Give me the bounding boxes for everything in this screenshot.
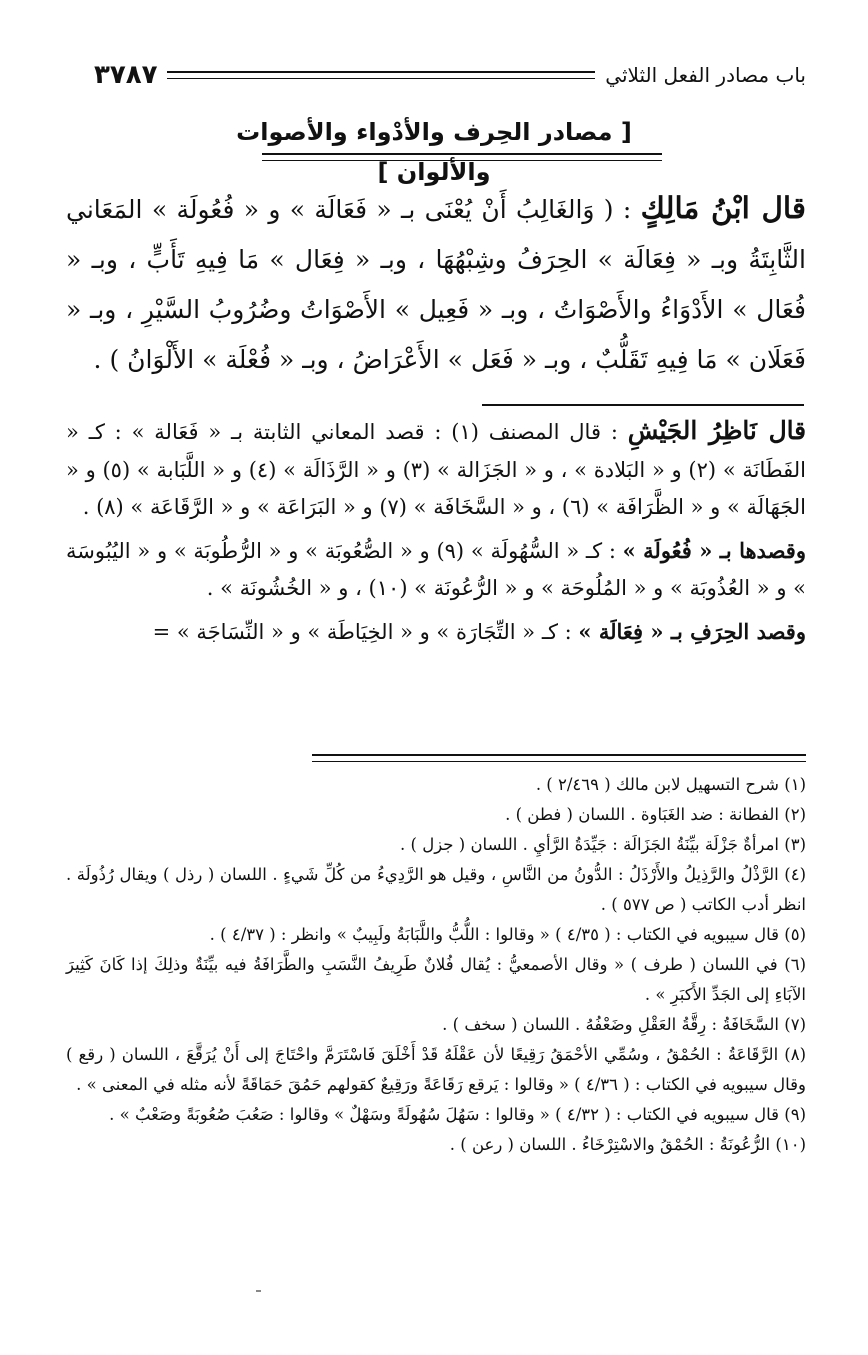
footnote-item: (٣) امرأةٌ جَزْلَة بيِّنَةُ الجَزَالَة : جَيِّدَةُ الرَّأيِ . اللسان ( جزل ) .	[400, 835, 806, 854]
footnote-item: (٦) في اللسان ( طرف ) « وقال الأصمعيُّ : يُقال فُلانٌ طَرِيفُ النَّسَبِ والطَّرَافَةُ فيه بيِّنَةٌ وذلِكَ إذا كَانَ كَثِيرَ الآبَاءِ إلى الجَدِّ الأَكبَرِ » .	[66, 955, 806, 1004]
sharh-paragraph-text: : كـ « التِّجَارَة » و « الخِيَاطَة » و « النِّسَاجَة » =	[152, 619, 572, 644]
sharh-paragraph-3	[66, 613, 806, 652]
footnote-separator-rule	[312, 754, 806, 762]
scan-mark	[256, 1290, 261, 1292]
sharh-paragraph-2	[66, 532, 806, 608]
footnote-item: (٤) الرَّذْلُ والرَّذِيلُ والأَرْذَلُ : الدُّونُ من النَّاسِ ، وقيل هو الرَّدِيءُ من كُلِّ شَيءٍ . اللسان ( رذل ) ويقال رُذُولَة . انظر أدب الكاتب ( ص ٥٧٧ ) .	[66, 865, 806, 914]
sharh-block	[66, 412, 806, 651]
running-header	[94, 55, 806, 95]
footnote-item: (٥) قال سيبويه في الكتاب : ( ٤/٣٥ ) « وقالوا : اللُّبُّ واللَّبَابَةُ ولَبِيبٌ » وانظر : ( ٤/٣٧ ) .	[209, 925, 806, 944]
footnote-item: (٢) الفطانة : ضد الغَبَاوة . اللسان ( فطن ) .	[505, 805, 806, 824]
header-rule	[167, 71, 595, 79]
footnote-item: (١٠) الرُّعُونَةُ : الحُمْقُ والاسْتِرْخَاءُ . اللسان ( رعن ) .	[449, 1135, 806, 1154]
matn-speaker: قال ابْنُ مَالِكٍ	[640, 190, 806, 225]
footnote-item: (٨) الرَّقَاعَةُ : الحُمْقُ ، وسُمِّي الأحْمَقُ رَقِيعًا لأن عَقْلَهُ قَدْ أَخْلَقَ فَاسْتَرَمَّ واحْتَاجَ إلى أَنْ يُرَقَّعَ ، اللسان ( رقع ) وقال سيبويه في الكتاب : ( ٤/٣٦ ) « وقالوا : يَرقع رَقَاعَةً ورَقِيعٌ كقولهم حَمُقَ حَمَاقَةً لأنه مثله في المعنى » .	[66, 1045, 806, 1094]
sharh-paragraph-text: : كـ « السُّهُولَة » (٩) و « الصُّعُوبَة » و « الرُّطُوبَة » و « اليُبُوسَة » و « العُذُوبَة » و « المُلُوحَة » و « الرُّعُونَة » (١٠) ، و « الخُشُونَة » .	[66, 538, 806, 600]
sharh-paragraph-1	[66, 412, 806, 527]
sharh-paragraph-lead: وقصد الحِرَفِ بـ « فِعَالَة »	[578, 618, 806, 644]
sharh-paragraph-text: : قال المصنف (١) : قصد المعاني الثابتة بـ « فَعَالة » : كـ « الفَطَانَة » (٢) و « البَلادة » ، و « الجَزَالة » (٣) و « الرَّذَالَة » (٤) و « اللَّبَابة » (٥) و « الجَهَالَة » و « الظَّرَافَة » (٦) ، و « السَّخَافَة » (٧) و « البَرَاعَة » و « الرَّقَاعَة » (٨) .	[66, 420, 807, 519]
matn-block	[66, 183, 806, 385]
footnote-item: (٧) السَّخَافَةُ : رِقَّةُ العَقْلِ وضَعْفُهُ . اللسان ( سخف ) .	[442, 1015, 806, 1034]
page-number: ٣٧٨٧	[94, 60, 158, 90]
matn-text: : ( وَالغَالِبُ أَنْ يُعْنَى بـ « فَعَالَة » و « فُعُولَة » المَعَاني الثَّابِتَةُ وبـ « فِعَالَة » الحِرَفُ وشِبْهُهَا ، وبـ « فِعَال » مَا فِيهِ تَأَبٍّ ، وبـ « فُعَال » الأَدْوَاءُ والأَصْوَاتُ ، وبـ « فَعِيل » الأَصْوَاتُ وضُرُوبُ السَّيْرِ ، وبـ « فَعَلَان » مَا فِيهِ تَقَلُّبٌ ، وبـ « فَعَل » الأَعْرَاضُ ، وبـ « فُعْلَة » الأَلْوَانُ ) .	[66, 195, 806, 374]
chapter-title: باب مصادر الفعل الثلاثي	[605, 63, 806, 87]
footnotes-list	[66, 770, 806, 1160]
section-title: [ مصادر الحِرف والأدْواء والأصوات والألوان ]	[236, 118, 632, 186]
matn-separator-rule	[482, 404, 804, 406]
sharh-speaker: قال نَاظِرُ الجَيْشِ	[627, 416, 806, 445]
footnote-item: (١) شرح التسهيل لابن مالك ( ٢/٤٦٩ ) .	[535, 775, 806, 794]
footnote-item: (٩) قال سيبويه في الكتاب : ( ٤/٣٢ ) « وقالوا : سَهُلَ سُهُولَةً وسَهْلٌ » وقالوا : صَعُبَ صُعُوبَةً وصَعْبٌ » .	[109, 1105, 806, 1124]
sharh-paragraph-lead: وقصدها بـ « فُعُولَة »	[622, 537, 806, 563]
section-title-underline	[262, 153, 662, 161]
